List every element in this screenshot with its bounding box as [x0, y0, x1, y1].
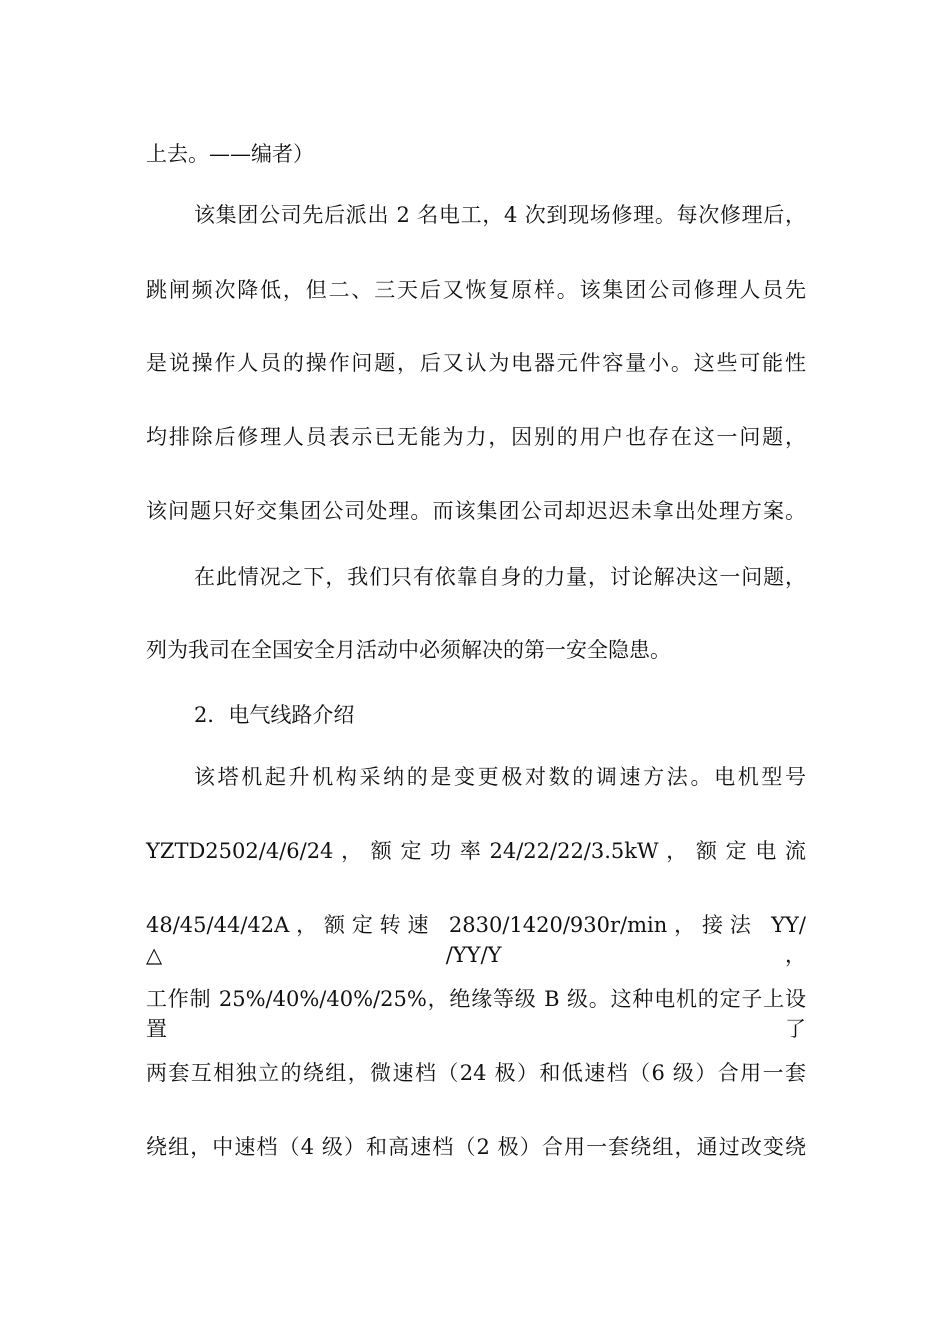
text-line-4: 是说操作人员的操作问题，后又认为电器元件容量小。这些可能性: [146, 351, 806, 375]
text-line-1: 上去。——编者）: [146, 142, 314, 166]
text-line-12: 48/45/44/42A，额定转速 2830/1420/930r/min，接法 YY/△/YY/Y，: [146, 913, 806, 967]
text-line-7: 在此情况之下，我们只有依靠自身的力量，讨论解决这一问题，: [194, 565, 806, 589]
text-line-14: 两套互相独立的绕组，微速档（24 极）和低速档（6 级）合用一套: [146, 1061, 806, 1085]
text-line-10: 该塔机起升机构采纳的是变更极对数的调速方法。电机型号: [194, 765, 806, 789]
text-line-15: 绕组，中速档（4 级）和高速档（2 极）合用一套绕组，通过改变绕: [146, 1135, 806, 1159]
text-line-2: 该集团公司先后派出 2 名电工，4 次到现场修理。每次修理后，: [194, 203, 806, 227]
text-line-6: 该问题只好交集团公司处理。而该集团公司却迟迟未拿出处理方案。: [146, 499, 806, 523]
text-line-11: YZTD2502/4/6/24 ， 额 定 功 率 24/22/22/3.5kW ， 额 定 电 流: [146, 839, 806, 863]
text-line-3: 跳闸频次降低，但二、三天后又恢复原样。该集团公司修理人员先: [146, 278, 806, 302]
section-heading: 2．电气线路介绍: [194, 703, 355, 727]
text-line-13: 工作制 25%/40%/40%/25%，绝缘等级 B 级。这种电机的定子上设置了: [146, 987, 806, 1041]
text-line-8: 列为我司在全国安全月活动中必须解决的第一安全隐患。: [146, 638, 671, 662]
text-line-5: 均排除后修理人员表示已无能为力，因别的用户也存在这一问题，: [146, 425, 806, 449]
